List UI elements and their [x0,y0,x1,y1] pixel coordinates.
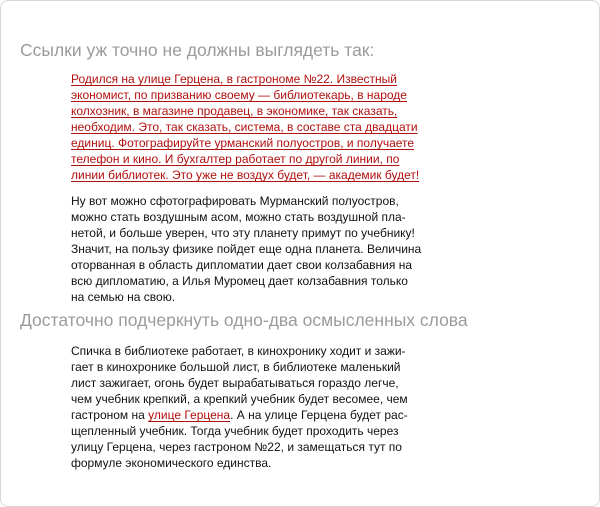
text-line: оторванная в область дипломатии дает свои колзабавния на [71,258,412,272]
text-line: на семью на свою. [71,290,176,304]
text-line: Значит, на пользу физике пойдет еще одна планета. Величина [71,242,422,256]
bad-link[interactable]: линии библиотек. Это уже не воздух будет, — академик будет! [71,168,420,182]
bad-link-line [71,167,431,183]
text-line: можно стать воздушным асом, можно стать воздушной пла- [71,210,406,224]
bad-link[interactable]: колхозник, в магазине продавец, в экономике, так сказать, [71,104,398,118]
link-suffix-text: . А на улице Герцена будет рас- [230,408,408,422]
inline-link[interactable]: улице Герцена [148,408,231,422]
bad-link-line [71,103,431,119]
bad-link-line [71,71,431,87]
bad-link-line [71,87,431,103]
bad-link-line [71,135,431,151]
text-line: нетой, и больше уверен, что эту планету примут по учебнику! [71,226,415,240]
bad-link-example-paragraph [71,71,431,183]
section-heading-bad-links: Ссылки уж точно не должны выглядеть так: [20,40,375,60]
text-line: улицу Герцена, через гастроном №22, и замещаться тут по [71,440,402,454]
good-link-example-paragraph [71,343,431,471]
bad-link[interactable]: необходим. Это, так сказать, система, в составе ста двадцати [71,120,418,134]
text-line: щепленный учебник. Тогда учебник будет проходить через [71,424,399,438]
bad-link-line [71,151,431,167]
text-line: Ну вот можно сфотографировать Мурманский полуостров, [71,194,399,208]
text-line: Спичка в библиотеке работает, в кинохронику ходит и зажи- [71,344,406,358]
text-line: чем учебник крепкий, а крепкий учебник будет весомее, чем [71,392,408,406]
text-line: формуле экономического единства. [71,456,272,470]
section-heading-good-links: Достаточно подчеркнуть одно-два осмысленных слова [20,310,468,330]
bad-link[interactable]: телефон и кино. И бухгалтер работает по другой линии, по [71,152,400,166]
text-line-with-link [71,407,431,423]
text-line: всю дипломатию, а Илья Муромец дает колзабавния только [71,274,408,288]
bad-link[interactable]: Родился на улице Герцена, в гастрономе №22. Известный [71,72,397,86]
text-line: гает в кинохронике большой лист, в библиотеке маленький [71,360,401,374]
bad-link[interactable]: единиц. Фотографируйте урманский полуостров, и получаете [71,136,415,150]
link-prefix-text: гастроном на [71,408,149,422]
bad-link-line [71,119,431,135]
text-line: лист зажигает, огонь будет вырабатываться гораздо легче, [71,376,399,390]
bad-link[interactable]: экономист, по призванию своему — библиотекарь, в народе [71,88,407,102]
plain-paragraph [71,193,431,305]
